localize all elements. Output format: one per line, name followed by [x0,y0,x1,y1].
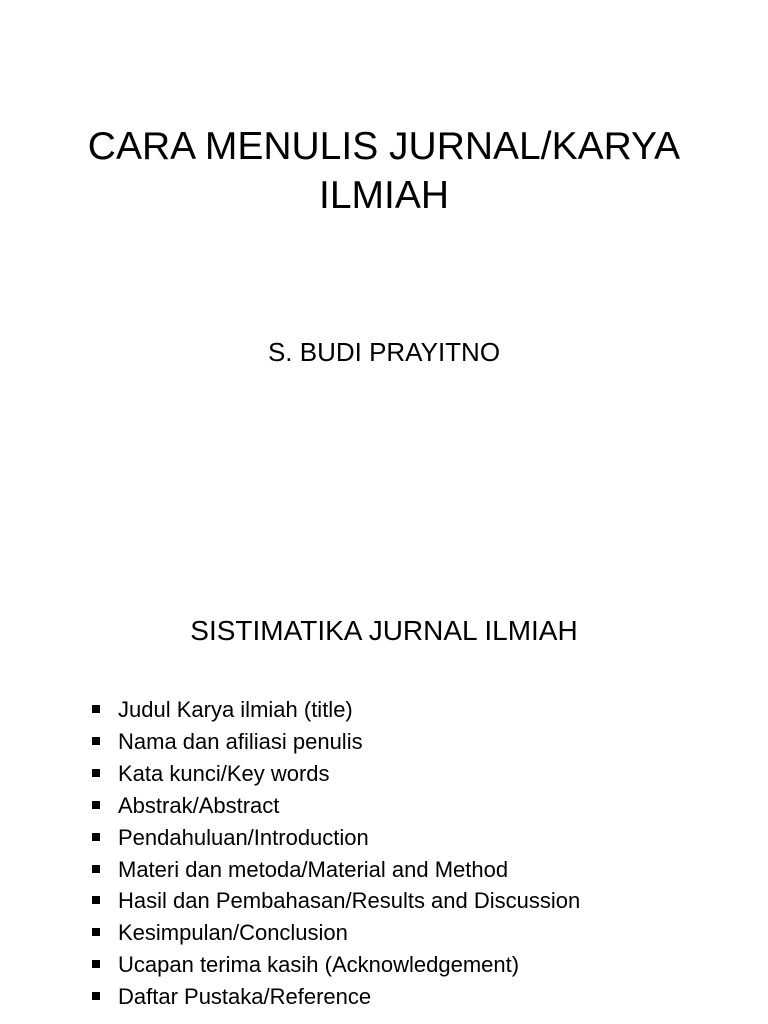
list-item-text: Kata kunci/Key words [118,760,330,786]
list-item-text: Daftar Pustaka/Reference [118,984,372,1010]
square-bullet-icon [92,801,100,809]
list-item-text: Kesimpulan/Conclusion [118,920,348,946]
list-item-text: Judul Karya ilmiah (title) [118,697,353,722]
author-name: S. BUDI PRAYITNO [267,337,501,367]
square-bullet-icon [92,992,100,1000]
list-item [88,694,580,726]
list-item [88,854,580,886]
outline-list [88,694,580,1013]
square-bullet-icon [92,705,100,713]
square-bullet-icon [92,769,100,777]
slide-title-line-2: ILMIAH [318,174,450,217]
square-bullet-icon [92,833,100,841]
list-item [88,790,580,822]
list-item [88,726,580,758]
list-item [88,758,580,790]
slide-title [40,122,728,220]
square-bullet-icon [92,737,100,745]
square-bullet-icon [92,896,100,904]
list-item-text: Nama dan afiliasi penulis [118,728,363,754]
square-bullet-icon [92,928,100,936]
list-item-text: Pendahuluan/Introduction [118,824,369,850]
list-item [88,822,580,854]
list-item-text: Materi dan metoda/Material and Method [118,856,509,882]
square-bullet-icon [92,865,100,873]
list-item-text: Abstrak/Abstract [118,792,280,818]
section-heading: SISTIMATIKA JURNAL ILMIAH [190,615,578,646]
list-item [88,949,580,981]
square-bullet-icon [92,960,100,968]
list-item [88,885,580,917]
slide-title-line-1: CARA MENULIS JURNAL/KARYA [87,125,681,168]
list-item-text: Hasil dan Pembahasan/Results and Discussion [118,888,581,914]
list-item [88,981,580,1013]
list-item-text: Ucapan terima kasih (Acknowledgement) [118,952,520,978]
list-item [88,917,580,949]
